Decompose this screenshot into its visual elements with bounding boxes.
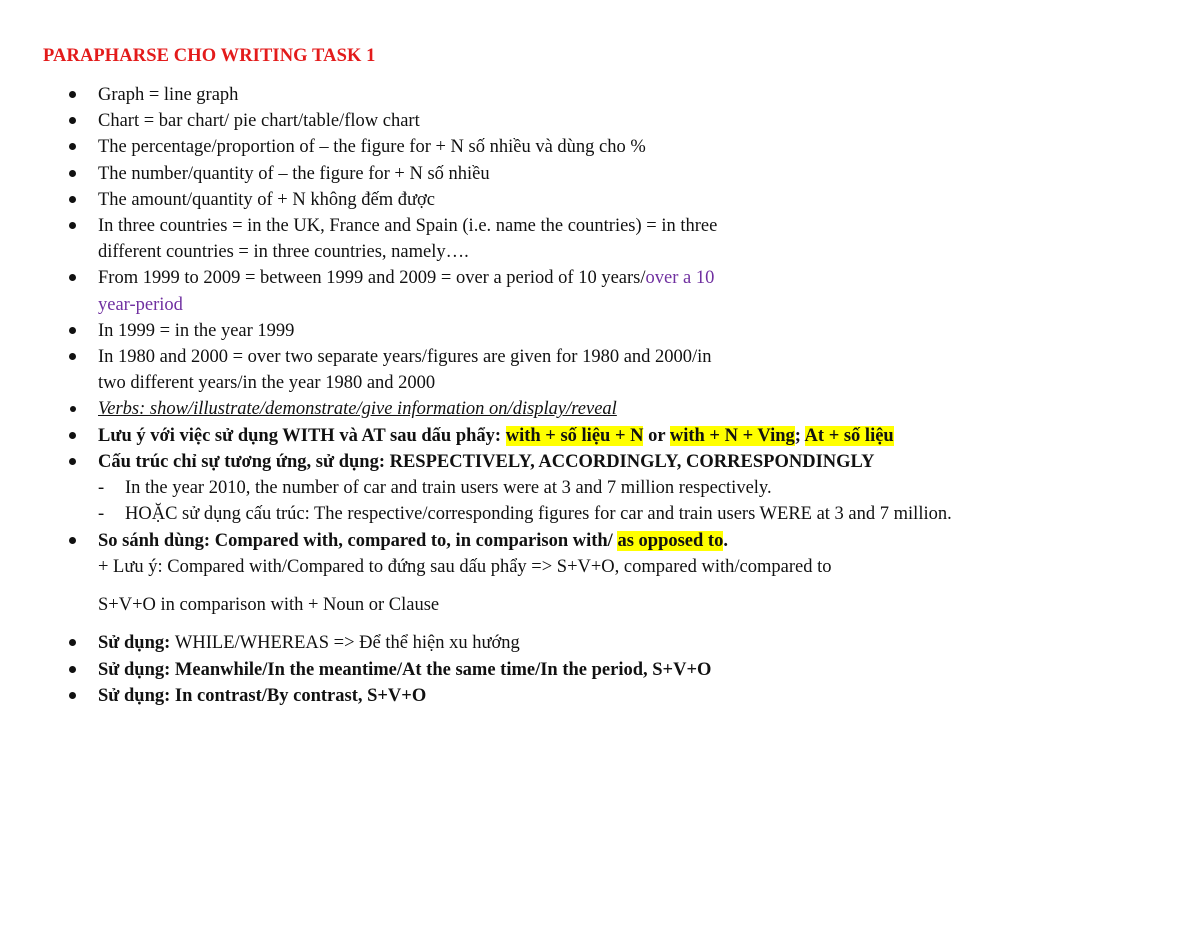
- bullet-icon: [69, 353, 76, 360]
- list-item: Cấu trúc chỉ sự tương ứng, sử dụng: RESPECTIVELY, ACCORDINGLY, CORRESPONDINGLY: [0, 449, 1140, 475]
- list-item: In three countries = in the UK, France and Spain (i.e. name the countries) = in three different countries = in three countries, namely….: [0, 213, 1140, 265]
- bullet-icon: [69, 143, 76, 150]
- list-item: Chart = bar chart/ pie chart/table/flow chart: [0, 108, 1140, 134]
- list-item: Sử dụng: Meanwhile/In the meantime/At the same time/In the period, S+V+O: [0, 657, 1140, 683]
- highlight-text: with + số liệu + N: [505, 425, 644, 446]
- bullet-icon: [69, 458, 76, 465]
- list-item: Lưu ý với việc sử dụng WITH và AT sau dấu phẩy: with + số liệu + N or with + N + Ving; At + số liệu: [0, 423, 1140, 449]
- sub-item: - In the year 2010, the number of car and train users were at 3 and 7 million respectively.: [0, 475, 1140, 501]
- bullet-icon: [69, 274, 76, 281]
- page-title: PARAPHARSE CHO WRITING TASK 1: [43, 46, 376, 66]
- list-item: The number/quantity of – the figure for + N số nhiều: [0, 161, 1140, 187]
- list-item: In 1980 and 2000 = over two separate years/figures are given for 1980 and 2000/in two different years/in the year 1980 and 2000: [0, 344, 1140, 396]
- bullet-icon: [69, 537, 76, 544]
- note-line: + Lưu ý: Compared with/Compared to đứng sau dấu phẩy => S+V+O, compared with/compared to: [98, 557, 832, 578]
- bullet-icon: [69, 222, 76, 229]
- list-item: Sử dụng: In contrast/By contrast, S+V+O: [0, 683, 1140, 709]
- dash-marker: -: [98, 504, 105, 525]
- list-item: The percentage/proportion of – the figure for + N số nhiều và dùng cho %: [0, 134, 1140, 160]
- sub-item: - HOẶC sử dụng cấu trúc: The respective/corresponding figures for car and train users WERE at 3 and 7 million.: [0, 501, 1140, 527]
- purple-text: year-period: [98, 294, 183, 315]
- note-line: S+V+O in comparison with + Noun or Clause: [98, 595, 440, 616]
- list-item: The amount/quantity of + N không đếm được: [0, 187, 1140, 213]
- list-item: So sánh dùng: Compared with, compared to, in comparison with/ as opposed to.: [0, 528, 1140, 554]
- highlight-text: At + số liệu: [804, 425, 894, 446]
- bullet-icon: [69, 196, 76, 203]
- highlight-text: with + N + Ving: [669, 425, 795, 446]
- bullet-icon: [69, 432, 76, 439]
- bullet-list: [0, 82, 1140, 709]
- bullet-icon: [70, 406, 76, 412]
- bullet-icon: [69, 692, 76, 699]
- list-item: In 1999 = in the year 1999: [0, 318, 1140, 344]
- bullet-icon: [69, 327, 76, 334]
- list-item: Sử dụng: WHILE/WHEREAS => Để thể hiện xu hướng: [0, 630, 1140, 656]
- bullet-icon: [69, 117, 76, 124]
- bullet-icon: [69, 666, 76, 673]
- verbs-text: Verbs: show/illustrate/demonstrate/give information on/display/reveal: [98, 399, 617, 420]
- list-item: [0, 396, 1140, 422]
- purple-text: over a 10: [645, 268, 715, 289]
- list-item: Graph = line graph: [0, 82, 1140, 108]
- bullet-icon: [69, 639, 76, 646]
- bullet-icon: [69, 170, 76, 177]
- bullet-icon: [69, 91, 76, 98]
- list-item: From 1999 to 2009 = between 1999 and 2009 = over a period of 10 years/over a 10 year-period: [0, 265, 1140, 317]
- dash-marker: -: [98, 478, 105, 499]
- highlight-text: as opposed to: [617, 530, 724, 551]
